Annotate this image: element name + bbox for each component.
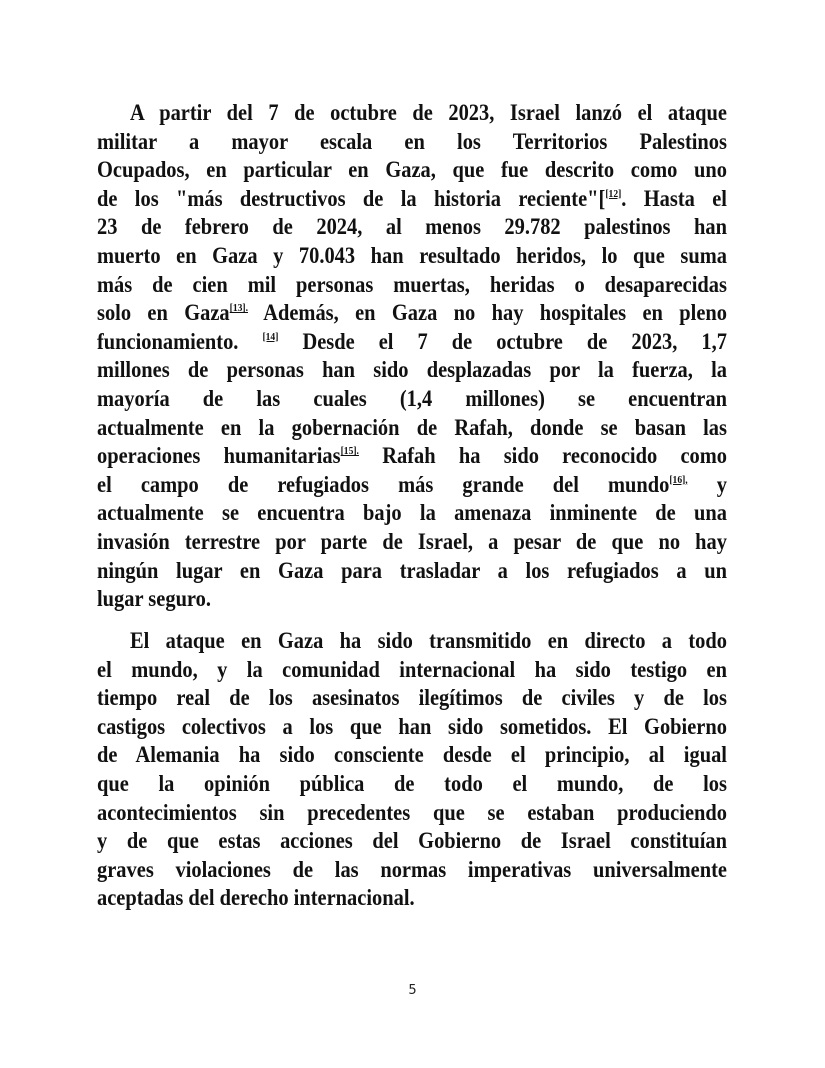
text-run: A partir del 7 de octubre de 2023, Israel lanzó el ataque: [130, 100, 727, 126]
text-line: [97, 185, 727, 214]
text-line: [97, 713, 727, 742]
text-line: [97, 856, 727, 885]
text-line-content: [97, 528, 727, 557]
text-line-content: [97, 585, 727, 614]
text-run: lugar seguro.: [97, 586, 211, 613]
text-run: aceptadas del derecho internacional.: [97, 885, 415, 912]
text-line-content: [97, 656, 727, 685]
footnote-reference-link[interactable]: [16],: [669, 473, 688, 486]
text-line-content: [97, 185, 727, 214]
text-run: . Hasta el: [621, 185, 727, 212]
footnote-reference-link[interactable]: [15].: [340, 445, 359, 458]
text-run: Desde el 7 de octubre de 2023, 1,7: [278, 328, 727, 355]
text-run: y: [687, 471, 728, 498]
footnote-reference-link[interactable]: [13].: [229, 302, 248, 315]
text-line-content: [97, 442, 727, 471]
text-line: [97, 328, 727, 357]
text-run: millones de personas han sido desplazadas por la fuerza, la: [97, 357, 727, 384]
text-line-content: [97, 557, 727, 586]
text-run: mayoría de las cuales (1,4 millones) se encuentran: [97, 385, 727, 412]
paragraph-1: [97, 99, 727, 614]
text-line: [97, 242, 727, 271]
text-run: operaciones humanitarias: [97, 443, 341, 470]
text-run: de los "más destructivos de la historia reciente"[: [97, 185, 606, 212]
text-line: [97, 684, 727, 713]
text-run: más de cien mil personas muertas, heridas o desaparecidas: [97, 271, 727, 298]
text-line-content: [97, 741, 727, 770]
text-run: militar a mayor escala en los Territorios Palestinos: [97, 128, 727, 155]
text-run: Ocupados, en particular en Gaza, que fue descrito como uno: [97, 157, 727, 184]
text-line: [97, 385, 727, 414]
text-line: [97, 557, 727, 586]
text-line-content: [97, 799, 727, 828]
text-run: 23 de febrero de 2024, al menos 29.782 palestinos han: [97, 214, 727, 241]
text-line-content: [97, 213, 727, 242]
text-line: [97, 884, 727, 913]
text-line: [97, 770, 727, 799]
text-line-content: [97, 827, 727, 856]
text-line-content: [97, 471, 727, 500]
text-line-content: [97, 328, 727, 357]
paragraph-2: [97, 627, 727, 913]
text-line-content: [97, 856, 727, 885]
footnote-reference-link[interactable]: [14]: [262, 330, 279, 343]
text-line: [97, 499, 727, 528]
text-run: actualmente en la gobernación de Rafah, donde se basan las: [97, 414, 727, 441]
text-run: El ataque en Gaza ha sido transmitido en directo a todo: [130, 628, 727, 654]
text-line: [97, 271, 727, 300]
text-line-content: [97, 414, 727, 443]
text-run: acontecimientos sin precedentes que se estaban produciendo: [97, 799, 727, 826]
text-line-content: [97, 299, 727, 328]
text-line: [97, 213, 727, 242]
text-line: [97, 741, 727, 770]
text-run: muerto en Gaza y 70.043 han resultado heridos, lo que suma: [97, 242, 727, 269]
text-line: [97, 528, 727, 557]
text-line-content: [97, 128, 727, 157]
text-run: invasión terrestre por parte de Israel, a pesar de que no hay: [97, 528, 727, 555]
text-line-content: [130, 627, 727, 656]
text-line: [97, 128, 727, 157]
text-line-content: [97, 385, 727, 414]
text-run: de Alemania ha sido consciente desde el principio, al igual: [97, 742, 727, 769]
text-line-content: [97, 242, 727, 271]
footnote-reference-link[interactable]: [12]: [605, 187, 622, 200]
text-line: [97, 299, 727, 328]
text-line-content: [97, 684, 727, 713]
text-line-content: [97, 356, 727, 385]
text-line: [97, 414, 727, 443]
page-number: 5: [408, 983, 417, 998]
text-run: Además, en Gaza no hay hospitales en pleno: [247, 300, 727, 327]
text-line: [97, 656, 727, 685]
text-run: el campo de refugiados más grande del mundo: [97, 471, 670, 498]
text-run: ningún lugar en Gaza para trasladar a los refugiados a un: [97, 557, 727, 584]
text-run: y de que estas acciones del Gobierno de Israel constituían: [97, 828, 727, 855]
text-line: [97, 827, 727, 856]
text-run: que la opinión pública de todo el mundo, de los: [97, 770, 727, 797]
text-line-content: [97, 713, 727, 742]
text-run: graves violaciones de las normas imperativas universalmente: [97, 856, 727, 883]
text-run: Rafah ha sido reconocido como: [358, 443, 728, 470]
text-line-content: [97, 499, 727, 528]
text-line: [97, 799, 727, 828]
text-line: [97, 471, 727, 500]
text-line: [97, 442, 727, 471]
text-line: [97, 627, 727, 656]
text-line-content: [97, 770, 727, 799]
text-run: actualmente se encuentra bajo la amenaza inminente de una: [97, 500, 727, 527]
text-line-content: [97, 271, 727, 300]
text-run: solo en Gaza: [97, 300, 230, 327]
text-run: el mundo, y la comunidad internacional ha sido testigo en: [97, 656, 727, 683]
text-line: [97, 99, 727, 128]
text-run: tiempo real de los asesinatos ilegítimos de civiles y de los: [97, 685, 727, 712]
text-line-content: [97, 156, 727, 185]
text-line: [97, 356, 727, 385]
text-run: castigos colectivos a los que han sido sometidos. El Gobierno: [97, 713, 727, 740]
text-line: [97, 156, 727, 185]
text-line-content: [97, 884, 727, 913]
text-line: [97, 585, 727, 614]
text-line-content: [130, 99, 727, 128]
text-run: funcionamiento.: [97, 328, 263, 355]
